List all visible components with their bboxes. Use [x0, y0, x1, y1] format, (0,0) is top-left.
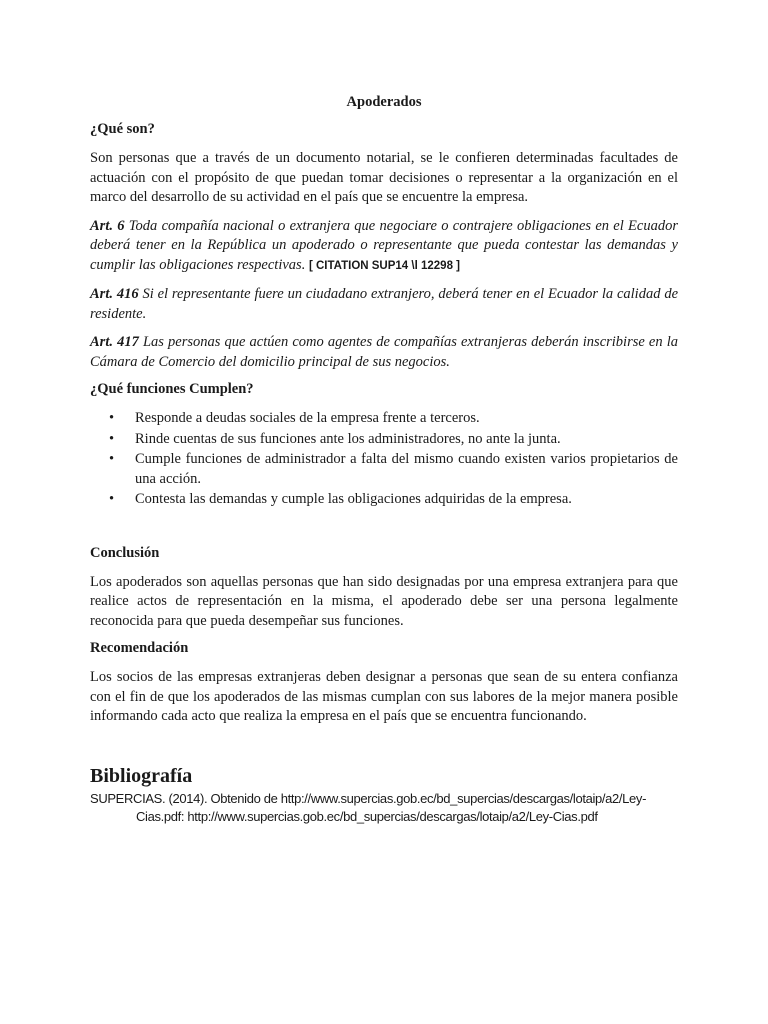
bibliography-entry: SUPERCIAS. (2014). Obtenido de http://www.supercias.gob.ec/bd_supercias/descargas/lotaip/a2/Ley-Cias.pdf: http://www.supercias.gob.ec/bd_supercias/descargas/lotaip/a2/Ley-Cias.pdf [90, 790, 647, 824]
list-item: • Cumple funciones de administrador a falta del mismo cuando existen varios propietarios de una acción. [109, 451, 678, 487]
article-6 [90, 217, 678, 277]
document-title: Apoderados [346, 94, 422, 110]
conclusion-heading: Conclusión [90, 544, 160, 561]
article-417-text: Las personas que actúen como agentes de compañías extranjeras deberán inscribirse en la Cámara de Comercio del domicilio principal de sus negocios. [90, 334, 678, 370]
recommendation-paragraph: Los socios de las empresas extranjeras deben designar a personas que sean de su entera confianza con el fin de que los apoderados de las mismas cumplan con sus labores de la mejor manera posible informando cada acto que realiza la empresa en el país que se encuentra funcionando. [90, 669, 678, 724]
article-416 [90, 285, 678, 324]
bullet-icon: • [109, 491, 115, 507]
recommendation-heading: Recomendación [90, 640, 189, 656]
functions-heading: ¿Qué funciones Cumplen? [90, 381, 254, 397]
functions-list [90, 409, 678, 510]
list-item: • Responde a deudas sociales de la empresa frente a terceros. [135, 409, 678, 429]
section-spacer [90, 511, 678, 545]
bullet-icon: • [109, 451, 115, 467]
list-item: • Contesta las demandas y cumple las obligaciones adquiridas de la empresa. [135, 490, 678, 510]
conclusion-paragraph: Los apoderados son aquellas personas que han sido designadas por una empresa extranjera para que realice actos de representación en la misma, el apoderado debe ser una persona legalmente reconocida para que pueda desempeñar sus funciones. [90, 573, 678, 629]
list-item: • Rinde cuentas de sus funciones ante los administradores, no ante la junta. [135, 430, 678, 450]
article-416-text: Si el representante fuere un ciudadano extranjero, deberá tener en el Ecuador la calidad de residente. [90, 286, 679, 322]
article-416-label: Art. 416 [90, 286, 139, 302]
article-6-text: Toda compañía nacional o extranjera que negociare o contrajere obligaciones en el Ecuador deberá tener en la República un apoderado o representante que pueda contestar las demandas y cumplir las obligaciones respectivas. [90, 217, 678, 273]
what-are-paragraph: Son personas que a través de un documento notarial, se le confieren determinadas facultades de actuación con el propósito de que puedan tomar decisiones o representar a la organización en el marco del desarrollo de su actividad en el país que se encuentre la empresa. [90, 150, 678, 205]
article-6-label: Art. 6 [90, 217, 125, 234]
bibliography-heading: Bibliografía [90, 764, 193, 787]
bullet-icon: • [109, 430, 115, 447]
bullet-icon: • [109, 410, 115, 426]
article-417-label: Art. 417 [90, 334, 139, 350]
citation-field: [ CITATION SUP14 \l 12298 ] [308, 259, 460, 272]
what-are-heading: ¿Qué son? [90, 121, 155, 137]
article-417 [90, 333, 678, 372]
